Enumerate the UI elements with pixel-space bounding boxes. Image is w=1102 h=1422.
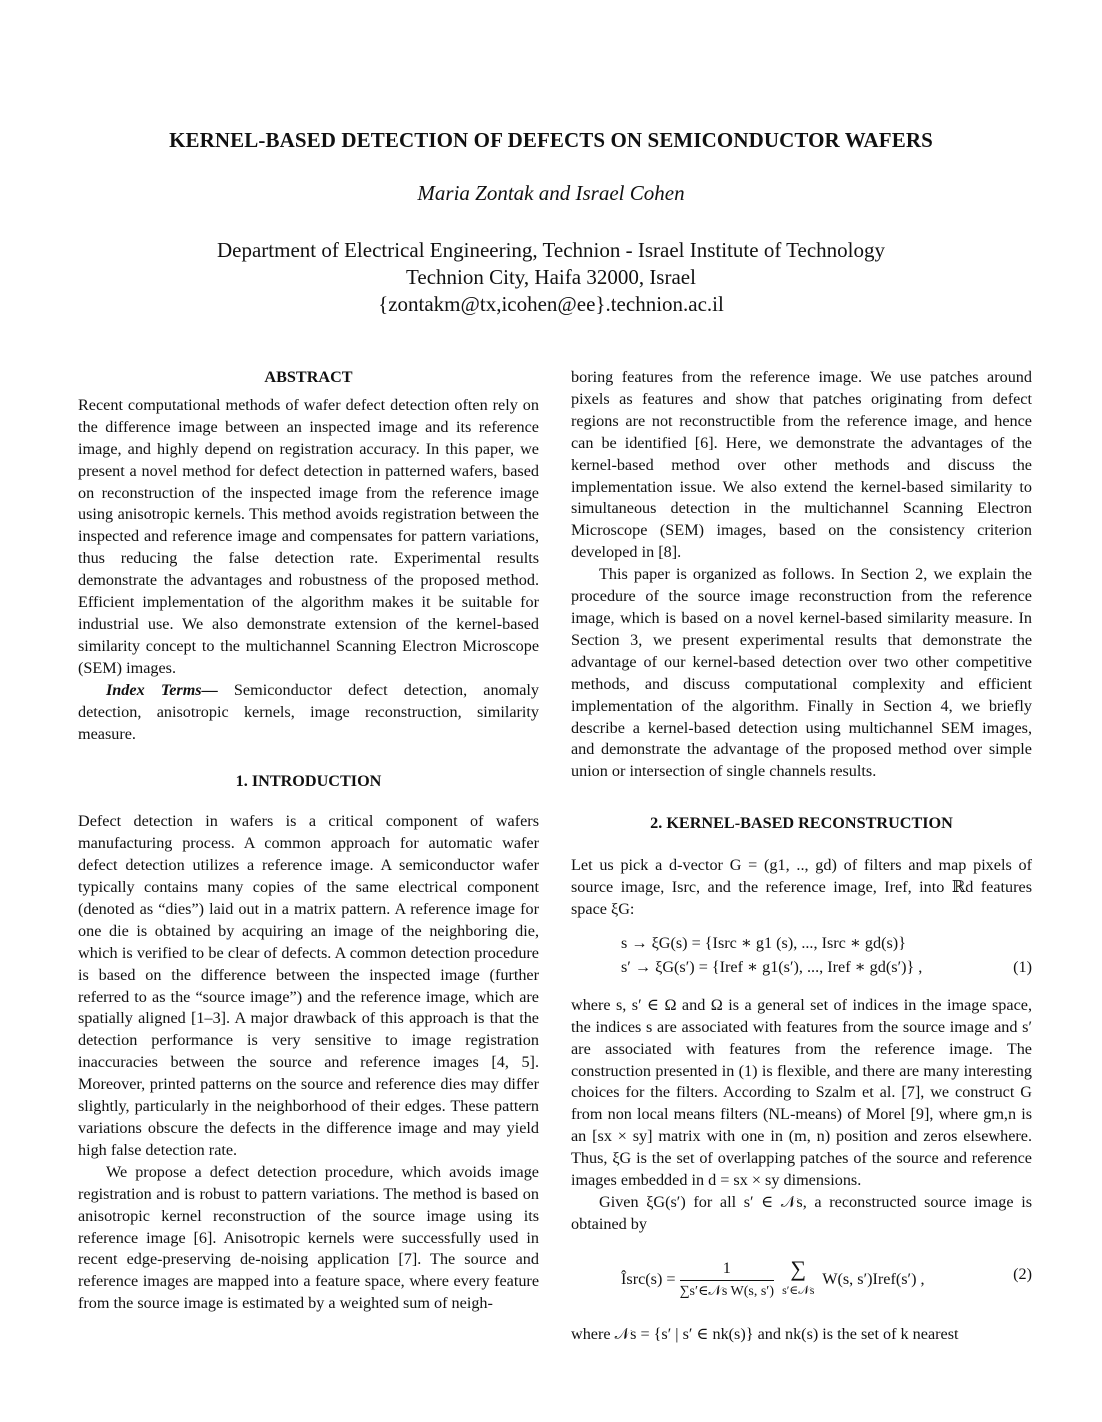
section-2-heading: 2. KERNEL-BASED RECONSTRUCTION (650, 814, 953, 833)
right-column (571, 367, 1032, 1346)
affiliation-line-2: Technion City, Haifa 32000, Israel (406, 265, 696, 289)
section-1-heading: 1. INTRODUCTION (235, 772, 382, 791)
equation-2-sum (782, 1258, 814, 1302)
section-2-paragraph-4: where 𝒩s = {s′ | s′ ∈ nk(s)} and nk(s) is the set of k nearest (571, 1324, 959, 1343)
equation-2-number: (2) (1013, 1264, 1032, 1283)
intro-paragraph-3: boring features from the reference image. We use patches around pixels as features and show that patches originating from defect regions are not reconstructible from the reference image, and hence can be identified [6]. Here, we demonstrate the advantages of the kernel-based method over other methods and discuss the implementation issue. We also extend the kernel-based similarity to simultaneous detection in the multichannel Scanning Electron Microscope (SEM) images, based on the consistency criterion developed in [8]. (571, 368, 1032, 562)
paper-title: KERNEL-BASED DETECTION OF DEFECTS ON SEMICONDUCTOR WAFERS (169, 128, 933, 152)
equation-1-line-2: s′ → ξG(s′) = {Iref ∗ g1(s′), ..., Iref ∗ gd(s′)} , (621, 957, 923, 976)
equation-2 (571, 1252, 1032, 1310)
equation-1-number: (1) (1013, 957, 1032, 976)
intro-paragraph-4: This paper is organized as follows. In Section 2, we explain the procedure of the source image reconstruction from the reference image, which is based on a novel kernel-based similarity measure. In Section 3, we present experimental results that demonstrate the advantage of our kernel-based detection over two other competitive methods, and discuss computational complexity and efficient implementation of the algorithm. Finally in Section 4, we briefly describe a kernel-based detection using multichannel SEM images, and demonstrate the advantage of the proposed method over simple union or intersection of single channels results. (571, 565, 1032, 781)
abstract-text: Recent computational methods of wafer defect detection often rely on the difference image between an inspected image and its reference image, and highly depend on registration accuracy. In this paper, we present a novel method for defect detection in patterned wafers, based on reconstruction of the inspected image from the reference image using anisotropic kernels. This method avoids registration between the inspected and reference image and compensates for pattern variations, thus reducing the false detection rate. Experimental results demonstrate the advantages and robustness of the proposed method. Efficient implementation of the algorithm makes it be suitable for industrial use. We also demonstrate extension of the kernel-based similarity concept to the multichannel Scanning Electron Microscope (SEM) images. (78, 395, 539, 677)
intro-paragraph-1: Defect detection in wafers is a critical component of wafers manufacturing process. A common approach for automatic wafer defect detection utilizes a reference image. A semiconductor wafer typically contains many copies of the same electrical component (denoted as “dies”) laid out in a matrix pattern. A reference image for one die is obtained by acquiring an image of the neighboring die, which is verified to be clear of defects. A common detection procedure is based on the difference between the inspected image (further referred to as the “source image”) and the reference image, which are spatially aligned [1–3]. A major drawback of this approach is that the detection performance is very sensitive to image registration inaccuracies between the source and reference images [4, 5]. Moreover, printed patterns on the source and reference dies may differ slightly, particularly in the neighborhood of their edges. These pattern variations obscure the defects in the difference image and may yield high false detection rate. (78, 812, 539, 1159)
equation-2-denominator: ∑s′∈𝒩s W(s, s′) (679, 1283, 775, 1299)
affiliation-line-1: Department of Electrical Engineering, Technion - Israel Institute of Technology (216, 238, 886, 262)
left-column (78, 367, 539, 1315)
equation-2-numerator: 1 (680, 1258, 774, 1281)
paper-authors: Maria Zontak and Israel Cohen (417, 181, 685, 205)
equation-1-line-1: s → ξG(s) = {Isrc ∗ g1 (s), ..., Isrc ∗ gd(s)} (621, 933, 906, 952)
index-terms-text: Semiconductor defect detection, anomaly detection, anisotropic kernels, image reconstruction, similarity measure. (78, 680, 539, 743)
affiliation-line-3: {zontakm@tx,icohen@ee}.technion.ac.il (378, 292, 724, 316)
equation-2-sum-subscript: s′∈𝒩s (782, 1283, 815, 1298)
affiliation (0, 237, 1102, 318)
index-terms-label: Index Terms— (106, 680, 218, 699)
index-terms (78, 680, 539, 746)
equation-1 (571, 933, 1032, 981)
section-2-paragraph-2: where s, s′ ∈ Ω and Ω is a general set of indices in the image space, the indices s are associated with features from the source image and s′ are associated with features from the reference image. The construction presented in (1) is flexible, and there are many interesting choices for the filters. According to Szalm et al. [7], we construct G from non local means filters (NL-means) of Morel [9], where gm,n is an [sx × sy] matrix with one in (m, n) position and zeros elsewhere. Thus, ξG is the set of overlapping patches of the source and reference images embedded in d = sx × sy dimensions. (571, 995, 1032, 1190)
equation-2-lhs: Îsrc(s) = (621, 1269, 676, 1288)
equation-2-fraction (680, 1258, 774, 1303)
equation-2-sum-symbol: ∑ (790, 1256, 807, 1282)
section-2-paragraph-3: Given ξG(s′) for all s′ ∈ 𝒩s, a reconstructed source image is obtained by (571, 1193, 1032, 1233)
section-2-paragraph-1: Let us pick a d-vector G = (g1, .., gd) of filters and map pixels of source image, Isrc, and the reference image, Iref, into ℝd features space ξG: (571, 856, 1032, 918)
intro-paragraph-2: We propose a defect detection procedure, which avoids image registration and is robust to pattern variations. The method is based on anisotropic kernel reconstruction of the source image using its reference image [6]. Anisotropic kernels were successfully used in recent edge-preserving de-noising application [7]. The source and reference images are mapped into a feature space, where every feature from the source image is estimated by a weighted sum of neigh- (78, 1162, 539, 1313)
abstract-heading: ABSTRACT (264, 368, 353, 386)
equation-2-rhs: W(s, s′)Iref(s′) , (822, 1269, 925, 1288)
